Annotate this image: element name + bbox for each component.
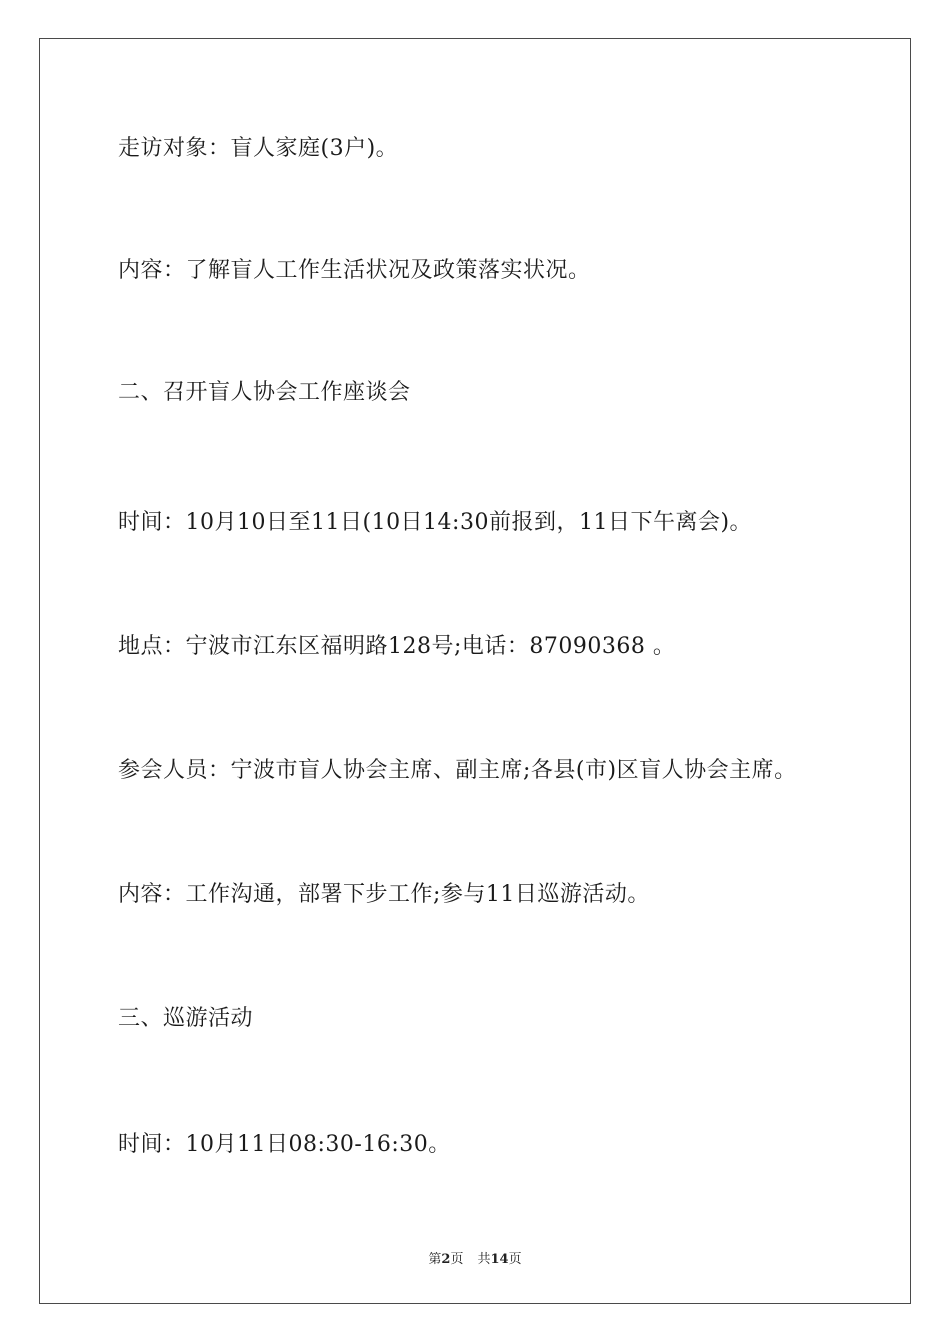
- paragraph-symposium-attendees: 参会人员：宁波市盲人协会主席、副主席;各县(市)区盲人协会主席。: [118, 758, 797, 783]
- section-heading-symposium: 二、召开盲人协会工作座谈会: [118, 380, 411, 405]
- footer-page-prefix: 第: [428, 1252, 442, 1267]
- page-border: [39, 38, 911, 1304]
- paragraph-symposium-content: 内容：工作沟通，部署下步工作;参与11日巡游活动。: [118, 882, 650, 907]
- footer-total-prefix: 共: [477, 1252, 491, 1267]
- paragraph-visit-target: 走访对象：盲人家庭(3户)。: [118, 136, 399, 161]
- paragraph-symposium-time: 时间：10月10日至11日(10日14:30前报到，11日下午离会)。: [118, 510, 753, 535]
- footer-page-suffix: 页: [450, 1252, 464, 1267]
- paragraph-parade-time: 时间：10月11日08:30-16:30。: [118, 1132, 451, 1157]
- footer-total-suffix: 页: [508, 1252, 522, 1267]
- page-footer: [0, 1248, 950, 1267]
- footer-page-number: 2: [441, 1252, 451, 1267]
- paragraph-visit-content: 内容：了解盲人工作生活状况及政策落实状况。: [118, 258, 591, 283]
- paragraph-symposium-location: 地点：宁波市江东区福明路128号;电话：87090368 。: [118, 634, 676, 659]
- footer-total-pages: 14: [490, 1252, 509, 1267]
- section-heading-parade: 三、巡游活动: [118, 1006, 254, 1031]
